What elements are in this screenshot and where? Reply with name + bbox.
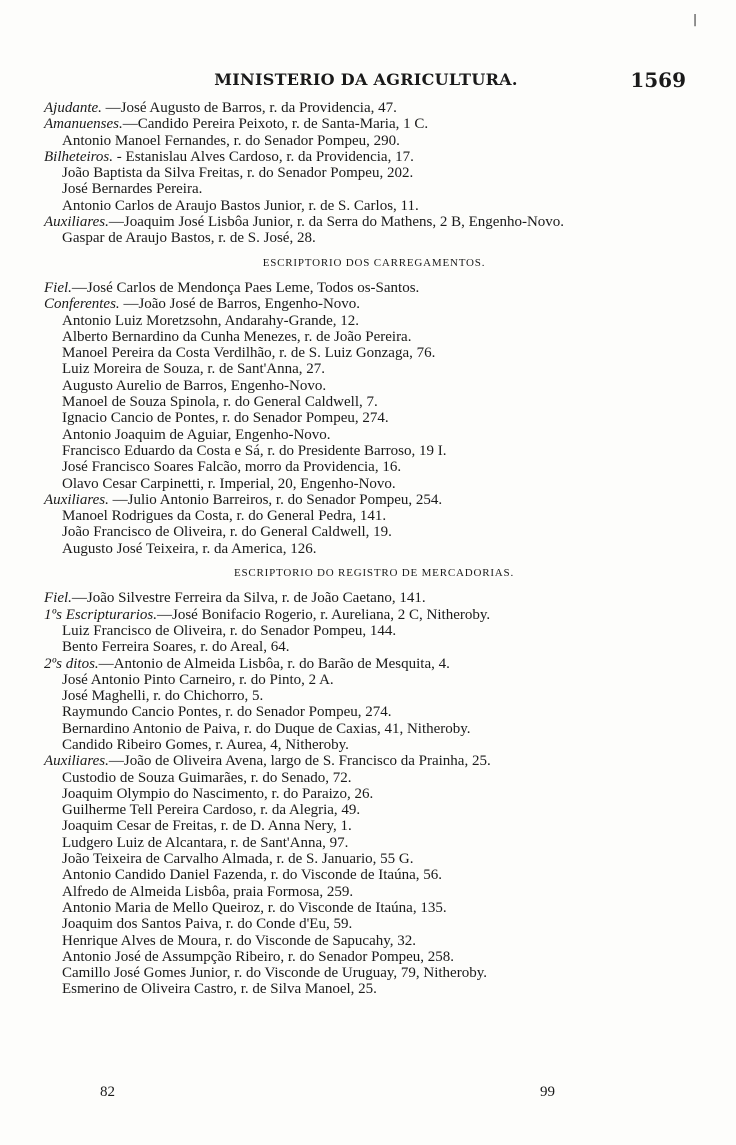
entry-text: Ludgero Luiz de Alcantara, r. de Sant'Anna, 97. bbox=[62, 834, 349, 851]
directory-entry bbox=[44, 181, 704, 197]
directory-entry bbox=[44, 607, 704, 623]
directory-listing bbox=[44, 100, 704, 998]
directory-entry bbox=[44, 508, 704, 524]
directory-entry bbox=[44, 672, 704, 688]
directory-entry bbox=[44, 394, 704, 410]
staff-block-1 bbox=[44, 100, 704, 247]
directory-entry bbox=[44, 656, 704, 672]
section-heading-carregamentos: ESCRIPTORIO DOS CARREGAMENTOS. bbox=[262, 256, 486, 269]
entry-text: —João José de Barros, Engenho-Novo. bbox=[119, 296, 361, 313]
directory-entry bbox=[44, 427, 704, 443]
directory-entry bbox=[44, 704, 704, 720]
directory-entry bbox=[44, 867, 704, 883]
directory-entry bbox=[44, 590, 704, 606]
entry-text: Guilherme Tell Pereira Cardoso, r. da Alegria, 49. bbox=[62, 802, 361, 819]
entry-text: João Teixeira de Carvalho Almada, r. de S. Januario, 55 G. bbox=[62, 851, 414, 868]
directory-entry bbox=[44, 100, 704, 116]
entry-text: João Francisco de Oliveira, r. do General Caldwell, 19. bbox=[62, 524, 392, 541]
entry-text: Joaquim Olympio do Nascimento, r. do Paraizo, 26. bbox=[62, 785, 374, 802]
entry-text: —José Carlos de Mendonça Paes Leme, Todos os-Santos. bbox=[71, 279, 420, 296]
entry-text: —João de Oliveira Avena, largo de S. Francisco da Prainha, 25. bbox=[108, 753, 491, 770]
directory-entry bbox=[44, 133, 704, 149]
entry-text: Francisco Eduardo da Costa e Sá, r. do Presidente Barroso, 19 I. bbox=[62, 442, 447, 459]
directory-entry bbox=[44, 949, 704, 965]
directory-entry bbox=[44, 933, 704, 949]
entry-text: —Candido Pereira Peixoto, r. de Santa-Maria, 1 C. bbox=[122, 116, 429, 133]
entry-text: Manoel Rodrigues da Costa, r. do General Pedra, 141. bbox=[62, 508, 387, 525]
directory-entry bbox=[44, 459, 704, 475]
directory-entry bbox=[44, 524, 704, 540]
entry-role-label: Fiel. bbox=[44, 590, 72, 607]
entry-text: Esmerino de Oliveira Castro, r. de Silva Manoel, 25. bbox=[62, 981, 377, 998]
directory-entry bbox=[44, 639, 704, 655]
directory-entry bbox=[44, 786, 704, 802]
staff-block-2 bbox=[44, 280, 704, 557]
section-heading-registro-mercadorias: ESCRIPTORIO DO REGISTRO DE MERCADORIAS. bbox=[233, 567, 515, 580]
entry-text: Custodio de Souza Guimarães, r. do Senado, 72. bbox=[62, 769, 352, 786]
directory-entry bbox=[44, 721, 704, 737]
entry-role-label: 1ºs Escripturarios. bbox=[44, 606, 157, 623]
entry-role-label: Auxiliares. bbox=[44, 214, 109, 231]
footer-left-number: 82 bbox=[100, 1084, 115, 1100]
entry-role-label: Conferentes. bbox=[44, 296, 120, 313]
entry-role-label: Fiel. bbox=[44, 279, 72, 296]
entry-text: José Antonio Pinto Carneiro, r. do Pinto, 2 A. bbox=[62, 671, 334, 688]
entry-text: Antonio Carlos de Araujo Bastos Junior, r. de S. Carlos, 11. bbox=[62, 197, 419, 214]
directory-entry bbox=[44, 149, 704, 165]
directory-entry bbox=[44, 916, 704, 932]
entry-text: João Baptista da Silva Freitas, r. do Senador Pompeu, 202. bbox=[62, 165, 414, 182]
entry-text: Alberto Bernardino da Cunha Menezes, r. de João Pereira. bbox=[62, 328, 412, 345]
entry-role-label: Ajudante. bbox=[44, 100, 102, 116]
directory-entry bbox=[44, 884, 704, 900]
directory-entry bbox=[44, 280, 704, 296]
directory-entry bbox=[44, 443, 704, 459]
entry-text: Henrique Alves de Moura, r. do Visconde de Sapucahy, 32. bbox=[62, 932, 417, 949]
entry-text: Antonio Luiz Moretzsohn, Andarahy-Grande, 12. bbox=[62, 312, 360, 329]
directory-entry bbox=[44, 378, 704, 394]
directory-entry bbox=[44, 541, 704, 557]
entry-text: Antonio Candido Daniel Fazenda, r. do Visconde de Itaúna, 56. bbox=[62, 867, 442, 884]
directory-entry bbox=[44, 737, 704, 753]
directory-entry bbox=[44, 753, 704, 769]
entry-text: José Maghelli, r. do Chichorro, 5. bbox=[62, 688, 264, 705]
staff-block-3 bbox=[44, 590, 704, 997]
margin-mark: | bbox=[693, 12, 698, 26]
directory-entry bbox=[44, 198, 704, 214]
entry-text: Augusto Aurelio de Barros, Engenho-Novo. bbox=[62, 377, 327, 394]
entry-role-label: Bilheteiros. bbox=[44, 148, 114, 165]
entry-text: Luiz Moreira de Souza, r. de Sant'Anna, 27. bbox=[62, 361, 326, 378]
entry-text: José Bernardes Pereira. bbox=[62, 181, 203, 198]
directory-entry bbox=[44, 851, 704, 867]
entry-text: Luiz Francisco de Oliveira, r. do Senador Pompeu, 144. bbox=[62, 622, 397, 639]
directory-entry bbox=[44, 214, 704, 230]
directory-entry bbox=[44, 410, 704, 426]
directory-entry bbox=[44, 818, 704, 834]
directory-entry bbox=[44, 492, 704, 508]
entry-text: Manoel de Souza Spinola, r. do General Caldwell, 7. bbox=[62, 394, 378, 411]
entry-text: Antonio Manoel Fernandes, r. do Senador Pompeu, 290. bbox=[62, 132, 400, 149]
directory-entry bbox=[44, 313, 704, 329]
page-number: 1569 bbox=[630, 68, 686, 92]
directory-entry bbox=[44, 296, 704, 312]
directory-entry bbox=[44, 835, 704, 851]
page-title: MINISTERIO DA AGRICULTURA. bbox=[214, 70, 518, 89]
entry-text: Antonio Joaquim de Aguiar, Engenho-Novo. bbox=[62, 426, 331, 443]
entry-text: Bernardino Antonio de Paiva, r. do Duque de Caxias, 41, Nitheroby. bbox=[62, 720, 471, 737]
entry-text: José Francisco Soares Falcão, morro da Providencia, 16. bbox=[62, 459, 402, 476]
entry-text: Camillo José Gomes Junior, r. do Visconde de Uruguay, 79, Nitheroby. bbox=[62, 965, 487, 982]
directory-entry bbox=[44, 476, 704, 492]
entry-text: Alfredo de Almeida Lisbôa, praia Formosa, 259. bbox=[62, 883, 354, 900]
entry-text: Augusto José Teixeira, r. da America, 126. bbox=[62, 540, 317, 557]
entry-text: —José Augusto de Barros, r. da Providencia, 47. bbox=[101, 100, 397, 116]
directory-entry bbox=[44, 981, 704, 997]
entry-text: —José Bonifacio Rogerio, r. Aureliana, 2 C, Nitheroby. bbox=[157, 606, 491, 623]
entry-text: Olavo Cesar Carpinetti, r. Imperial, 20, Engenho-Novo. bbox=[62, 475, 396, 492]
entry-text: Bento Ferreira Soares, r. do Areal, 64. bbox=[62, 639, 290, 656]
entry-text: —João Silvestre Ferreira da Silva, r. de João Caetano, 141. bbox=[71, 590, 426, 607]
footer-right-number: 99 bbox=[540, 1084, 555, 1100]
entry-text: —Antonio de Almeida Lisbôa, r. do Barão de Mesquita, 4. bbox=[98, 655, 450, 672]
entry-text: Raymundo Cancio Pontes, r. do Senador Pompeu, 274. bbox=[62, 704, 392, 721]
entry-text: Ignacio Cancio de Pontes, r. do Senador Pompeu, 274. bbox=[62, 410, 389, 427]
entry-text: Joaquim Cesar de Freitas, r. de D. Anna Nery, 1. bbox=[62, 818, 352, 835]
directory-entry bbox=[44, 116, 704, 132]
entry-text: Joaquim dos Santos Paiva, r. do Conde d'Eu, 59. bbox=[62, 916, 353, 933]
directory-entry bbox=[44, 802, 704, 818]
entry-role-label: Auxiliares. bbox=[44, 753, 109, 770]
entry-text: —Julio Antonio Barreiros, r. do Senador Pompeu, 254. bbox=[108, 491, 443, 508]
directory-entry bbox=[44, 770, 704, 786]
directory-entry bbox=[44, 965, 704, 981]
entry-text: Candido Ribeiro Gomes, r. Aurea, 4, Nitheroby. bbox=[62, 736, 349, 753]
directory-entry bbox=[44, 329, 704, 345]
directory-entry bbox=[44, 623, 704, 639]
entry-text: —Joaquim José Lisbôa Junior, r. da Serra do Mathens, 2 B, Engenho-Novo. bbox=[108, 214, 565, 231]
entry-text: Gaspar de Araujo Bastos, r. de S. José, 28. bbox=[62, 230, 316, 247]
entry-role-label: Auxiliares. bbox=[44, 491, 109, 508]
entry-text: Antonio José de Assumpção Ribeiro, r. do Senador Pompeu, 258. bbox=[62, 948, 455, 965]
entry-text: - Estanislau Alves Cardoso, r. da Providencia, 17. bbox=[113, 148, 414, 165]
entry-role-label: 2ºs ditos. bbox=[44, 655, 99, 672]
directory-entry bbox=[44, 900, 704, 916]
page-header bbox=[46, 68, 686, 94]
entry-text: Antonio Maria de Mello Queiroz, r. do Visconde de Itaúna, 135. bbox=[62, 899, 447, 916]
directory-entry bbox=[44, 361, 704, 377]
directory-entry bbox=[44, 230, 704, 246]
entry-role-label: Amanuenses. bbox=[44, 116, 123, 133]
directory-entry bbox=[44, 165, 704, 181]
directory-entry bbox=[44, 688, 704, 704]
directory-entry bbox=[44, 345, 704, 361]
entry-text: Manoel Pereira da Costa Verdilhão, r. de S. Luiz Gonzaga, 76. bbox=[62, 345, 436, 362]
